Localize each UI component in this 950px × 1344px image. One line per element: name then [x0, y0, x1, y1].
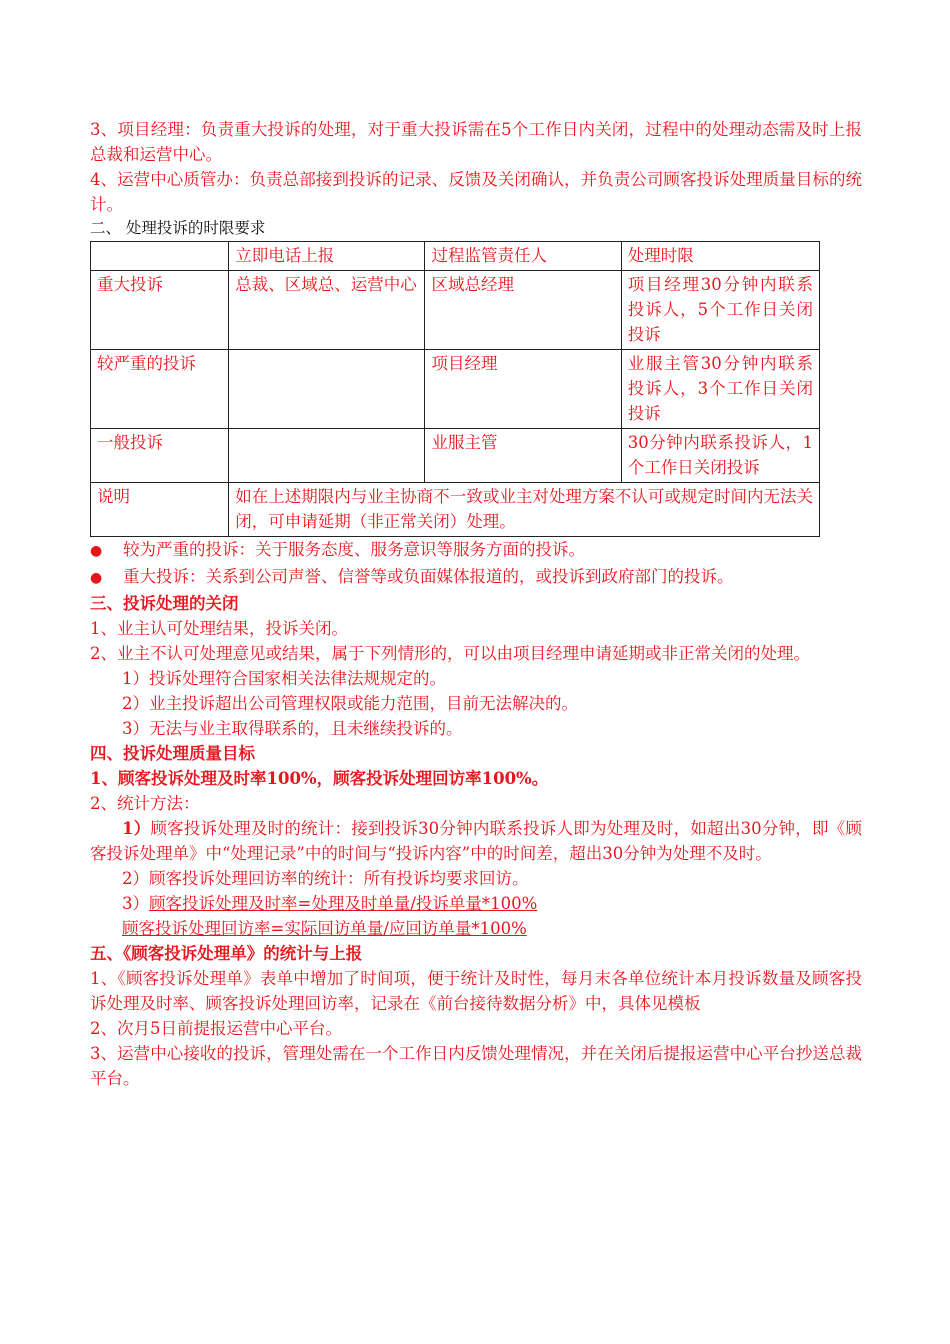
table-cell: 项目经理: [425, 350, 621, 429]
table-cell: 一般投诉: [91, 429, 229, 483]
formula-timeliness: 顾客投诉处理及时率=处理及时单量/投诉单量*100%: [149, 894, 538, 913]
document-page: [90, 117, 862, 1091]
section4-method-1-num: 1）: [122, 819, 151, 838]
section4-method-3-num: 3）: [122, 894, 149, 913]
section2-title: 二、 处理投诉的时限要求: [90, 219, 266, 237]
table-row: [91, 271, 820, 350]
table-note-row: [91, 483, 820, 537]
formula-followup: 顾客投诉处理回访率=实际回访单量/应回访单量*100%: [122, 919, 527, 938]
section3-p1: 1、业主认可处理结果，投诉关闭。: [90, 619, 348, 638]
time-limit-table: [90, 241, 820, 537]
bullet-dot-icon: ●: [90, 543, 103, 559]
section3-p2: 2、业主不认可处理意见或结果，属于下列情形的，可以由项目经理申请延期或非正常关闭的处理。: [90, 644, 810, 663]
table-header-cell: 立即电话上报: [229, 242, 425, 271]
section4-method-2: 2）顾客投诉处理回访率的统计：所有投诉均要求回访。: [122, 869, 529, 888]
table-cell: 业服主管30分钟内联系投诉人，3个工作日关闭投诉: [621, 350, 819, 429]
section5-p1: 1、《顾客投诉处理单》表单中增加了时间项，便于统计及时性，每月末各单位统计本月投诉数量及顾客投诉处理及时率、顾客投诉处理回访率，记录在《前台接待数据分析》中，具体见模板: [90, 969, 862, 1013]
table-header-row: [91, 242, 820, 271]
table-row: [91, 429, 820, 483]
section5-p3: 3、运营中心接收的投诉，管理处需在一个工作日内反馈处理情况，并在关闭后提报运营中心平台抄送总裁平台。: [90, 1044, 862, 1088]
table-cell: 重大投诉: [91, 271, 229, 350]
table-cell: 30分钟内联系投诉人，1个工作日关闭投诉: [621, 429, 819, 483]
section5-title: 五、《顾客投诉处理单》的统计与上报: [90, 944, 363, 963]
section3-item: 3）无法与业主取得联系的，且未继续投诉的。: [122, 719, 463, 738]
section4-method: 2、统计方法：: [90, 794, 200, 813]
table-header-cell: 过程监管责任人: [425, 242, 621, 271]
bullet-text: 重大投诉：关系到公司声誉、信誉等或负面媒体报道的，或投诉到政府部门的投诉。: [123, 567, 734, 586]
section4-method-3b: [90, 916, 862, 941]
section4-method-1: [90, 816, 862, 866]
table-note-text: 如在上述期限内与业主协商不一致或业主对处理方案不认可或规定时间内无法关闭，可申请延期（非正常关闭）处理。: [229, 483, 820, 537]
section3-item: 1）投诉处理符合国家相关法律法规规定的。: [122, 669, 446, 688]
table-cell: 业服主管: [425, 429, 621, 483]
table-header-cell: [91, 242, 229, 271]
bullet-text: 较为严重的投诉：关于服务态度、服务意识等服务方面的投诉。: [123, 540, 585, 559]
section4-title: 四、投诉处理质量目标: [90, 744, 255, 763]
table-cell: 项目经理30分钟内联系投诉人，5个工作日关闭投诉: [621, 271, 819, 350]
section4-method-3: [90, 891, 862, 916]
paragraph-operations-center: 4、运营中心质管办：负责总部接到投诉的记录、反馈及关闭确认，并负责公司顾客投诉处理质量目标的统计。: [90, 170, 862, 214]
section5-p2: 2、次月5日前提报运营中心平台。: [90, 1019, 342, 1038]
table-header-cell: 处理时限: [621, 242, 819, 271]
table-row: [91, 350, 820, 429]
bullet-dot-icon: ●: [90, 570, 103, 586]
section4-goal: 1、顾客投诉处理及时率100%，顾客投诉处理回访率100%。: [90, 769, 549, 788]
section3-title: 三、投诉处理的关闭: [90, 594, 239, 613]
table-cell: [229, 429, 425, 483]
table-cell: 总裁、区域总、运营中心: [229, 271, 425, 350]
section3-item: 2）业主投诉超出公司管理权限或能力范围，目前无法解决的。: [122, 694, 578, 713]
table-cell: 区域总经理: [425, 271, 621, 350]
table-cell: [229, 350, 425, 429]
section4-method-1-text: 顾客投诉处理及时的统计：接到投诉30分钟内联系投诉人即为处理及时，如超出30分钟，即《顾客投诉处理单》中“处理记录”中的时间与“投诉内容”中的时间差，超出30分钟为处理不及时。: [90, 819, 862, 863]
paragraph-project-manager: 3、项目经理：负责重大投诉的处理，对于重大投诉需在5个工作日内关闭，过程中的处理动态需及时上报总裁和运营中心。: [90, 120, 862, 164]
bullet-item: [90, 537, 862, 564]
table-note-label: 说明: [91, 483, 229, 537]
bullet-item: [90, 564, 862, 591]
table-cell: 较严重的投诉: [91, 350, 229, 429]
